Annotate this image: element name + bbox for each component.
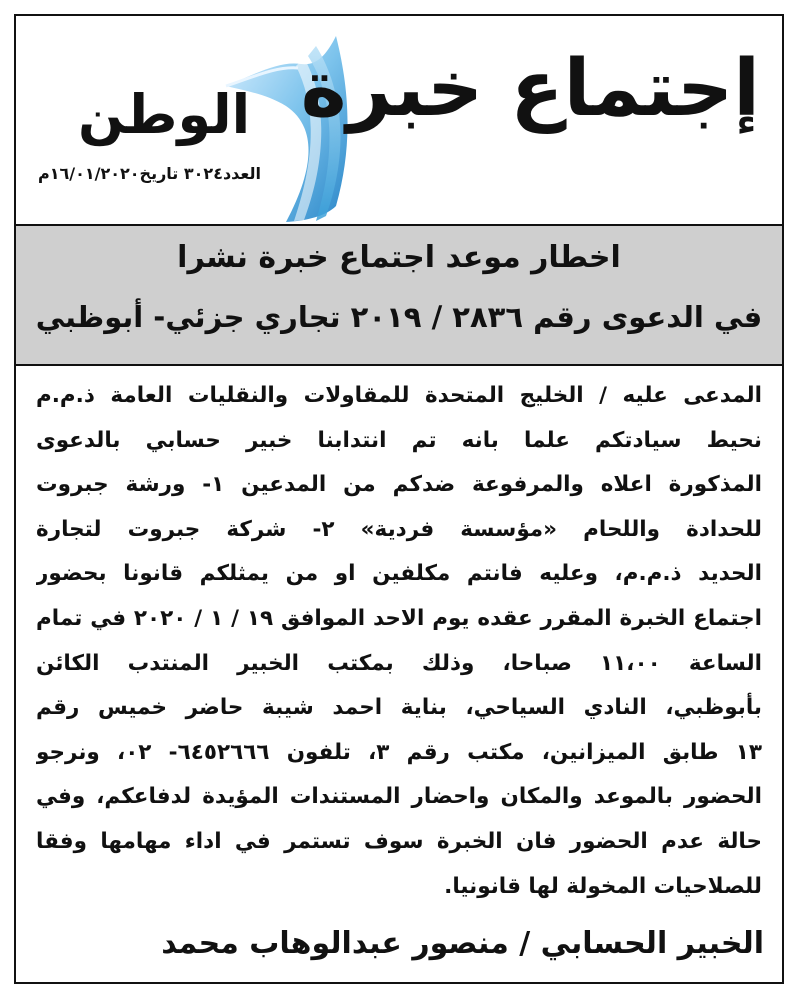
case-number: في الدعوى رقم ٢٨٣٦ / ٢٠١٩ تجاري جزئي- أبوظبي bbox=[35, 300, 763, 334]
body-line: الحديد ذ.م.م، وعليه فانتم مكلفين او من يمثلكم قانونا بحضور bbox=[36, 561, 762, 587]
case-heading-band bbox=[16, 224, 782, 366]
newspaper-brand-name: الوطن bbox=[78, 83, 251, 146]
notice-title: إجتماع خبرة bbox=[300, 44, 760, 134]
body-line: للصلاحيات المخولة لها قانونيا. bbox=[444, 873, 762, 899]
expert-signature-line: الخبير الحسابي / منصور عبدالوهاب محمد bbox=[161, 926, 764, 961]
body-line: الساعة ١١،٠٠ صباحا، وذلك بمكتب الخبير المنتدب الكائن bbox=[36, 650, 762, 676]
issue-number-and-date: العدد٣٠٢٤ تاريخ١٦/٠١/٢٠٢٠م bbox=[38, 164, 261, 183]
notice-subject: اخطار موعد اجتماع خبرة نشرا bbox=[177, 240, 621, 275]
body-line: المدعى عليه / الخليج المتحدة للمقاولات والنقليات العامة ذ.م.م bbox=[36, 383, 762, 408]
body-line: نحيط سيادتكم علما بانه تم انتدابنا خبير حسابي بالدعوى bbox=[36, 427, 762, 453]
body-line: حالة عدم الحضور فان الخبرة سوف تستمر في اداء مهامها وفقا bbox=[36, 828, 762, 854]
body-line: ١٣ طابق الميزانين، مكتب رقم ٣، تلفون ٦٤٥٢٦٦٦- ٠٢، ونرجو bbox=[36, 739, 762, 765]
body-line: الحضور بالموعد والمكان واحضار المستندات المؤيدة لدفاعكم، وفي bbox=[36, 784, 762, 810]
notice-header bbox=[16, 16, 782, 224]
body-line: بأبوظبي، النادي السياحي، بناية احمد شيبة حاضر خميس رقم bbox=[36, 695, 762, 721]
body-line: اجتماع الخبرة المقرر عقده يوم الاحد الموافق ١٩ / ١ / ٢٠٢٠ في تمام bbox=[36, 605, 762, 631]
body-line: المذكورة اعلاه والمرفوعة ضدكم من المدعين ١- ورشة جبروت bbox=[36, 472, 762, 498]
body-line: للحدادة واللحام «مؤسسة فردية» ٢- شركة جبروت لتجارة bbox=[36, 516, 762, 542]
notice-frame bbox=[14, 14, 784, 984]
notice-body-text bbox=[36, 374, 762, 909]
